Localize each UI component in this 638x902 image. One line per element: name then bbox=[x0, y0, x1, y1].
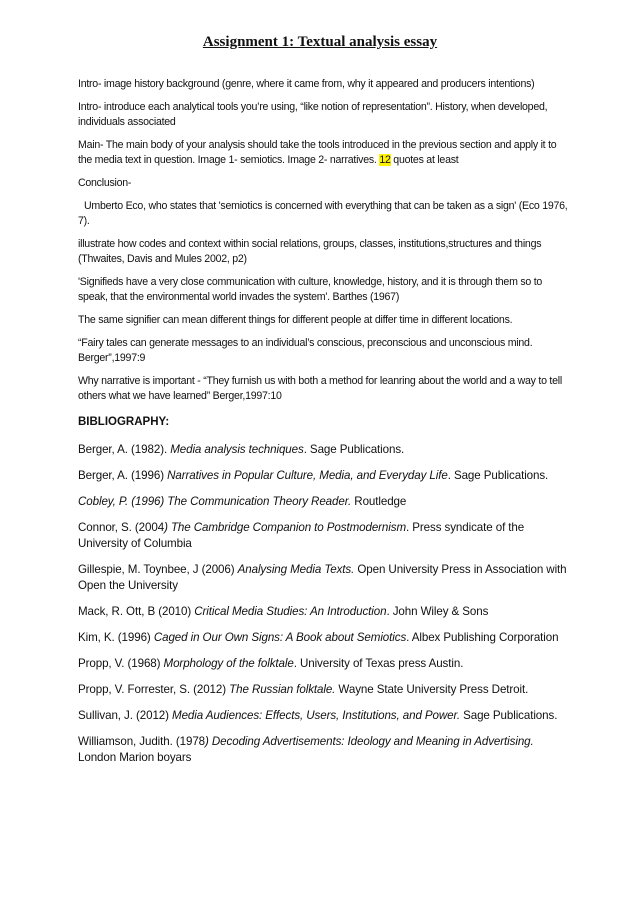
bib-entry bbox=[78, 656, 568, 672]
bib-entry-title: Cobley, P. (1996) The Communication Theory Reader. bbox=[78, 495, 352, 508]
bib-entry bbox=[78, 442, 568, 458]
bibliography-list bbox=[78, 442, 568, 766]
bib-entry-author: Mack, R. Ott, B (2010) bbox=[78, 605, 195, 618]
quote-narrative: Why narrative is important - “They furnish us with both a method for leanring about the world and a way to tell others what we have learned” Berger,1997:10 bbox=[78, 375, 562, 402]
bib-entry-title: Critical Media Studies: An Introduction bbox=[194, 605, 387, 618]
bib-entry bbox=[78, 604, 568, 620]
bib-entry-publisher: Open University Press in Association with Open the University bbox=[78, 563, 567, 592]
bib-entry bbox=[78, 630, 568, 646]
note-intro-2: Intro- introduce each analytical tools you’re using, “like notion of representation”. History, when developed, individuals associated bbox=[78, 101, 548, 128]
bib-entry-publisher: . Press syndicate of the University of Columbia bbox=[78, 521, 525, 550]
bib-entry-title: ) The Cambridge Companion to Postmodernism bbox=[164, 521, 407, 534]
bib-entry-title: Caged in Our Own Signs: A Book about Semiotics bbox=[153, 631, 407, 644]
bib-entry-publisher: Sage Publications. bbox=[459, 709, 558, 722]
bib-entry-author: Sullivan, J. (2012) bbox=[78, 709, 173, 722]
note-main-text: Main- The main body of your analysis should take the tools introduced in the previous section and apply it to the media text in question. Image 1- semiotics. Image 2- narratives. bbox=[78, 139, 557, 166]
bib-entry-publisher: London Marion boyars bbox=[78, 751, 192, 764]
essay-notes bbox=[78, 77, 568, 404]
quote-fairy-tales: “Fairy tales can generate messages to an individual’s conscious, preconscious and unconscious mind. Berger”,1997:9 bbox=[78, 337, 533, 364]
bib-entry-author: Williamson, Judith. (1978 bbox=[78, 735, 206, 748]
bib-entry bbox=[78, 734, 568, 766]
bib-entry-title: Morphology of the folktale bbox=[163, 657, 294, 670]
quote-thwaites: illustrate how codes and context within social relations, groups, classes, institutions,structures and things (Thwaites, Davis and Mules 2002, p2) bbox=[78, 238, 542, 265]
bib-entry-publisher: . University of Texas press Austin. bbox=[293, 657, 464, 670]
bib-entry-publisher: . Sage Publications. bbox=[303, 443, 405, 456]
bib-entry-publisher: Wayne State University Press Detroit. bbox=[335, 683, 529, 696]
quote-signifier: The same signifier can mean different things for different people at differ time in different locations. bbox=[78, 314, 513, 326]
note-conclusion: Conclusion- bbox=[78, 177, 132, 189]
bib-entry-author: Connor, S. (2004 bbox=[78, 521, 165, 534]
bib-entry-publisher: . Sage Publications. bbox=[447, 469, 549, 482]
bib-entry-author: Propp, V. (1968) bbox=[78, 657, 164, 670]
note-intro-1: Intro- image history background (genre, where it came from, why it appeared and producers intentions) bbox=[78, 78, 535, 90]
bib-entry-publisher: . Albex Publishing Corporation bbox=[406, 631, 559, 644]
note-main bbox=[78, 138, 568, 168]
highlighted-number: 12 bbox=[379, 154, 391, 166]
bib-entry-author: Gillespie, M. Toynbee, J (2006) bbox=[78, 563, 238, 576]
bib-entry-author: Berger, A. (1996) bbox=[78, 469, 168, 482]
bib-entry bbox=[78, 494, 568, 510]
bib-entry bbox=[78, 468, 568, 484]
bib-entry-title: Analysing Media Texts. bbox=[237, 563, 355, 576]
bib-entry-title: Media analysis techniques bbox=[170, 443, 304, 456]
bibliography-heading: BIBLIOGRAPHY: bbox=[78, 416, 170, 428]
bib-entry bbox=[78, 682, 568, 698]
bib-entry bbox=[78, 708, 568, 724]
bib-entry bbox=[78, 520, 568, 552]
bib-entry-title: Narratives in Popular Culture, Media, and Everyday Life bbox=[167, 469, 448, 482]
quote-barthes: 'Signifieds have a very close communication with culture, knowledge, history, and it is through them so to speak, that the environmental world invades the system'. Barthes (1967) bbox=[78, 276, 543, 303]
bib-entry-title: The Russian folktale. bbox=[229, 683, 336, 696]
bib-entry-title: Media Audiences: Effects, Users, Institutions, and Power. bbox=[172, 709, 460, 722]
bib-entry-author: Propp, V. Forrester, S. (2012) bbox=[78, 683, 230, 696]
bib-entry-publisher: Routledge bbox=[351, 495, 407, 508]
bib-entry-author: Berger, A. (1982). bbox=[78, 443, 171, 456]
note-main-tail: quotes at least bbox=[390, 154, 459, 166]
bib-entry-publisher: . John Wiley & Sons bbox=[386, 605, 489, 618]
bib-entry-title: ) Decoding Advertisements: Ideology and Meaning in Advertising. bbox=[205, 735, 534, 748]
bib-entry-author: Kim, K. (1996) bbox=[78, 631, 154, 644]
bib-entry bbox=[78, 562, 568, 594]
document-title: Assignment 1: Textual analysis essay bbox=[202, 34, 438, 50]
quote-eco: Umberto Eco, who states that 'semiotics is concerned with everything that can be taken as a sign' (Eco 1976, 7). bbox=[78, 200, 568, 227]
